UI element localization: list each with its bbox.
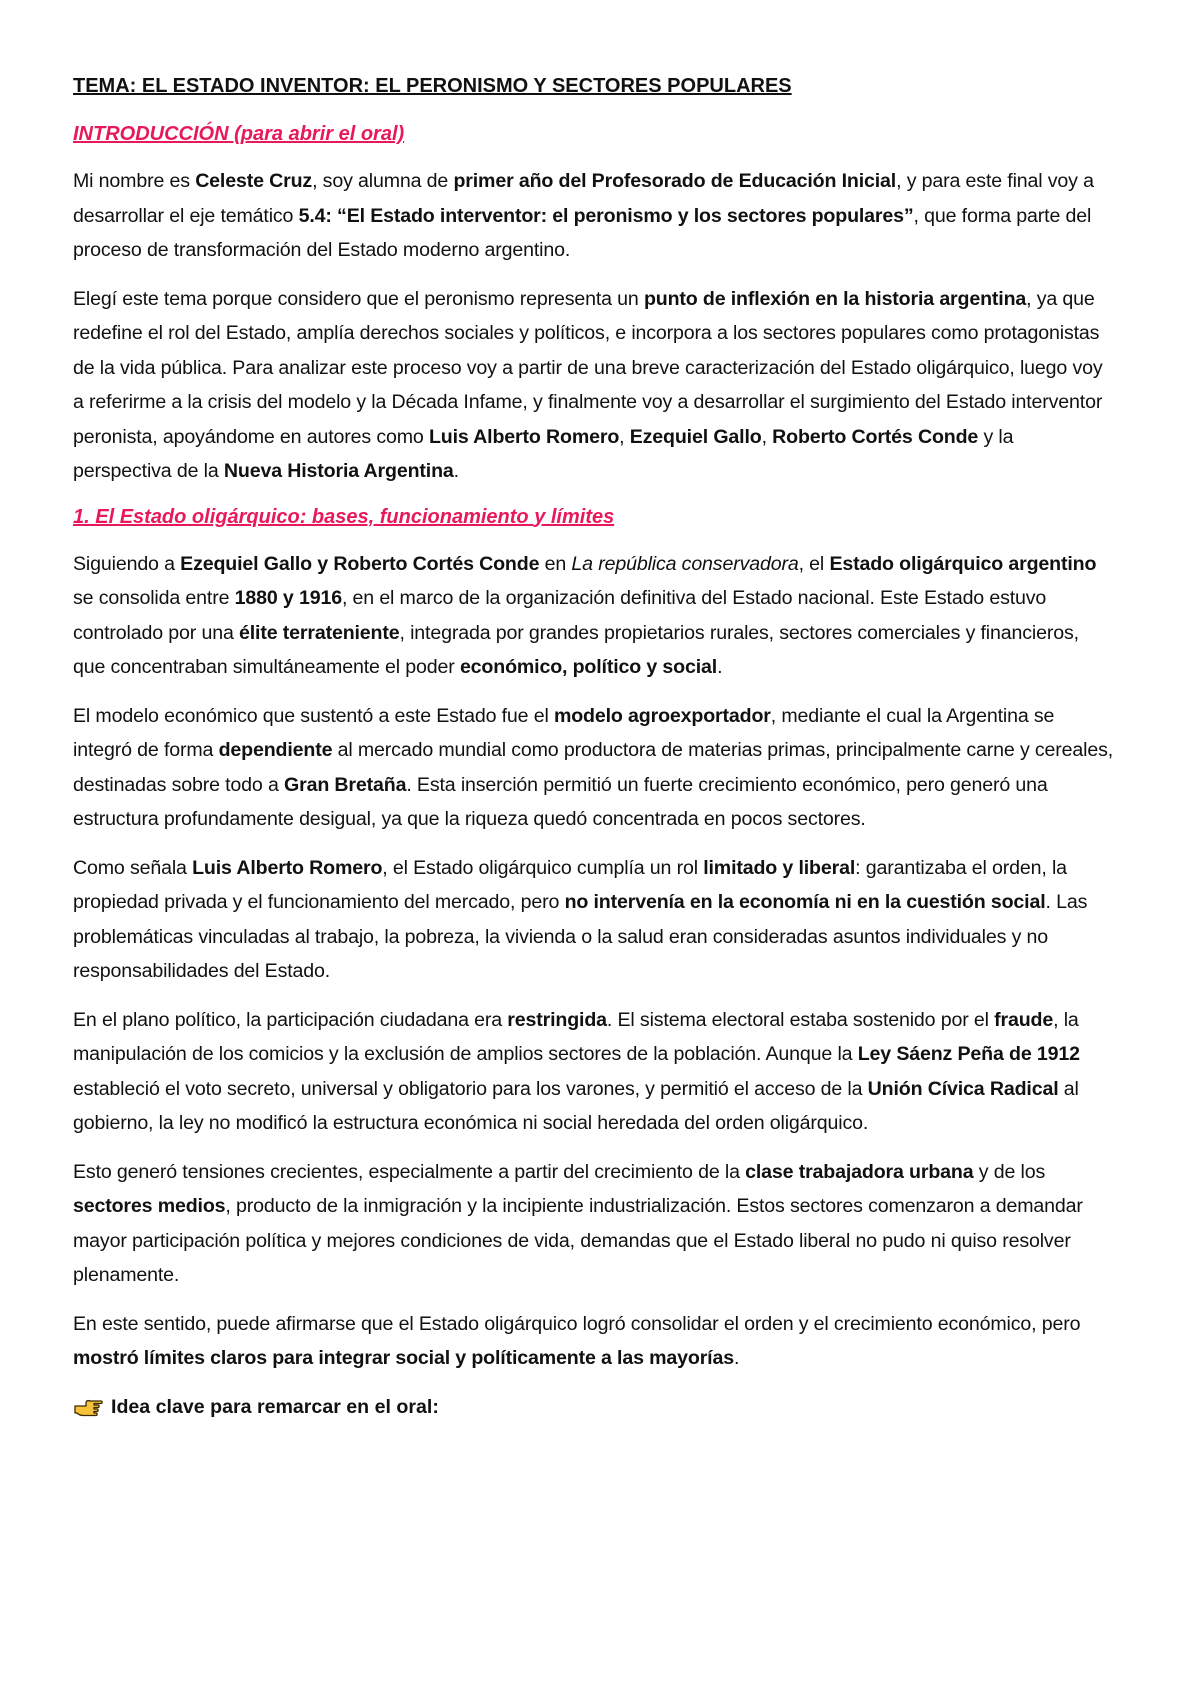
bold-text: Ley Sáenz Peña de 1912: [857, 1043, 1080, 1065]
text-run: y de los: [973, 1160, 1046, 1183]
section-1-paragraph-5: [73, 1155, 1114, 1293]
bold-text: económico, político y social: [459, 656, 718, 678]
text-run: se consolida entre: [73, 587, 235, 609]
section-1-paragraph-4: [73, 1003, 1114, 1141]
text-run: ,: [619, 425, 630, 448]
bold-text: clase trabajadora urbana: [745, 1160, 974, 1183]
text-run: .: [453, 460, 459, 482]
text-run: , mediante el cual la Argentina se integró de forma: [73, 704, 1055, 761]
text-run: Siguiendo a: [73, 552, 181, 575]
section-1-paragraph-6: [73, 1307, 1114, 1376]
bold-text: Estado oligárquico argentino: [829, 552, 1097, 575]
bold-text: Roberto Cortés Conde: [772, 425, 979, 448]
text-run: al mercado mundial como productora de materias primas, principalmente carne y cereales, destinadas sobre todo a: [73, 739, 1114, 796]
text-run: Elegí este tema porque considero que el peronismo representa un: [73, 287, 644, 310]
text-run: El modelo económico que sustentó a este Estado fue el: [73, 704, 554, 727]
text-run: y la perspectiva de la: [73, 425, 1014, 482]
text-run: , la manipulación de los comicios y la exclusión de amplios sectores de la población. Aunque la: [73, 1008, 1079, 1065]
text-run: , integrada por grandes propietarios rurales, sectores comerciales y financieros, que concentraban simultáneamente el poder: [73, 621, 1079, 678]
bold-text: modelo agroexportador: [553, 704, 771, 727]
text-run: , soy alumna de: [312, 170, 454, 192]
bold-text: fraude: [994, 1008, 1054, 1031]
bold-text: dependiente: [218, 739, 333, 761]
bold-text: Luis Alberto Romero: [192, 856, 383, 879]
bold-text: Luis Alberto Romero: [428, 425, 620, 448]
page-title: TEMA: EL ESTADO INVENTOR: EL PERONISMO Y SECTORES POPULARES: [73, 75, 792, 97]
intro-heading: INTRODUCCIÓN (para abrir el oral): [73, 123, 405, 145]
bold-text: Nueva Historia Argentina: [223, 460, 454, 482]
text-run: En este sentido, puede afirmarse que el Estado oligárquico logró consolidar el orden y el crecimiento económico, pero: [73, 1312, 1081, 1335]
text-run: : garantizaba el orden, la propiedad privada y el funcionamiento del mercado, pero: [73, 856, 1067, 913]
text-run: . El sistema electoral estaba sostenido por el: [606, 1008, 995, 1031]
text-run: , el: [798, 552, 830, 575]
bold-text: mostró límites claros para integrar social y políticamente a las mayorías: [73, 1347, 734, 1369]
bold-text: Celeste Cruz: [195, 170, 313, 192]
text-run: En el plano político, la participación ciudadana era: [73, 1008, 508, 1031]
bold-text: 1880 y 1916: [234, 587, 342, 609]
bold-text: punto de inflexión en la historia argentina: [643, 287, 1027, 310]
bold-text: no intervenía en la economía ni en la cuestión social: [564, 891, 1046, 913]
text-run: , ya que redefine el rol del Estado, amplía derechos sociales y políticos, e incorpora a los sectores populares como protagonistas de la vida pública. Para analizar este proceso voy a partir de una breve caracterización del Estado oligárquico, luego voy a referirme a la crisis del modelo y la Década Infame, y finalmente voy a desarrollar el surgimiento del Estado interventor peronista, apoyándome en autores como: [73, 287, 1103, 448]
text-run: estableció el voto secreto, universal y obligatorio para los varones, y permitió el acceso de la: [73, 1077, 868, 1100]
text-run: , producto de la inmigración y la incipiente industrialización. Estos sectores comenzaron a demandar mayor participación política y mejores condiciones de vida, demandas que el Estado liberal no pudo ni quiso resolver plenamente.: [73, 1195, 1083, 1286]
text-run: al gobierno, la ley no modificó la estructura económica ni social heredada del orden oligárquico.: [73, 1077, 1079, 1134]
italic-text: La república conservadora: [571, 552, 799, 575]
text-run: Esto generó tensiones crecientes, especialmente a partir del crecimiento de la: [73, 1160, 746, 1183]
text-run: , que forma parte del proceso de transformación del Estado moderno argentino.: [73, 204, 1092, 261]
pointing-hand-icon: [73, 1394, 103, 1420]
bold-text: limitado y liberal: [703, 856, 856, 879]
bold-text: 5.4: “El Estado interventor: el peronismo y los sectores populares”: [298, 204, 914, 227]
bold-text: Unión Cívica Radical: [867, 1077, 1059, 1100]
key-idea-label: Idea clave para remarcar en el oral:: [111, 1395, 439, 1418]
intro-paragraph-2: [73, 282, 1114, 489]
text-run: Como señala: [73, 856, 193, 879]
section-1-paragraph-1: [73, 547, 1114, 685]
text-run: . Esta inserción permitió un fuerte crecimiento económico, pero generó una estructura profundamente desigual, ya que la riqueza quedó concentrada en pocos sectores.: [73, 773, 1048, 830]
section-1-paragraph-3: [73, 851, 1114, 989]
key-idea-callout: [73, 1390, 1114, 1424]
text-run: en: [539, 552, 572, 575]
text-run: , el Estado oligárquico cumplía un rol: [382, 856, 704, 879]
bold-text: Ezequiel Gallo y Roberto Cortés Conde: [180, 552, 540, 575]
text-run: . Las problemáticas vinculadas al trabajo, la pobreza, la vivienda o la salud eran consideradas asuntos individuales y no responsabilidades del Estado.: [73, 891, 1088, 982]
bold-text: sectores medios: [73, 1195, 226, 1217]
text-run: , en el marco de la organización definitiva del Estado nacional. Este Estado estuvo controlado por una: [73, 587, 1047, 644]
text-run: ,: [761, 425, 773, 448]
text-run: .: [717, 656, 723, 678]
bold-text: Ezequiel Gallo: [629, 425, 762, 448]
bold-text: primer año del Profesorado de Educación Inicial: [453, 170, 897, 192]
section-1-paragraph-2: [73, 699, 1114, 837]
text-run: Mi nombre es: [73, 170, 196, 192]
bold-text: restringida: [507, 1008, 607, 1031]
intro-paragraph-1: [73, 164, 1114, 268]
bold-text: élite terrateniente: [239, 621, 400, 644]
text-run: .: [733, 1347, 740, 1369]
text-run: , y para este final voy a desarrollar el eje temático: [73, 170, 1094, 227]
section-1-heading: 1. El Estado oligárquico: bases, funcionamiento y límites: [73, 505, 615, 528]
bold-text: Gran Bretaña: [284, 773, 407, 796]
